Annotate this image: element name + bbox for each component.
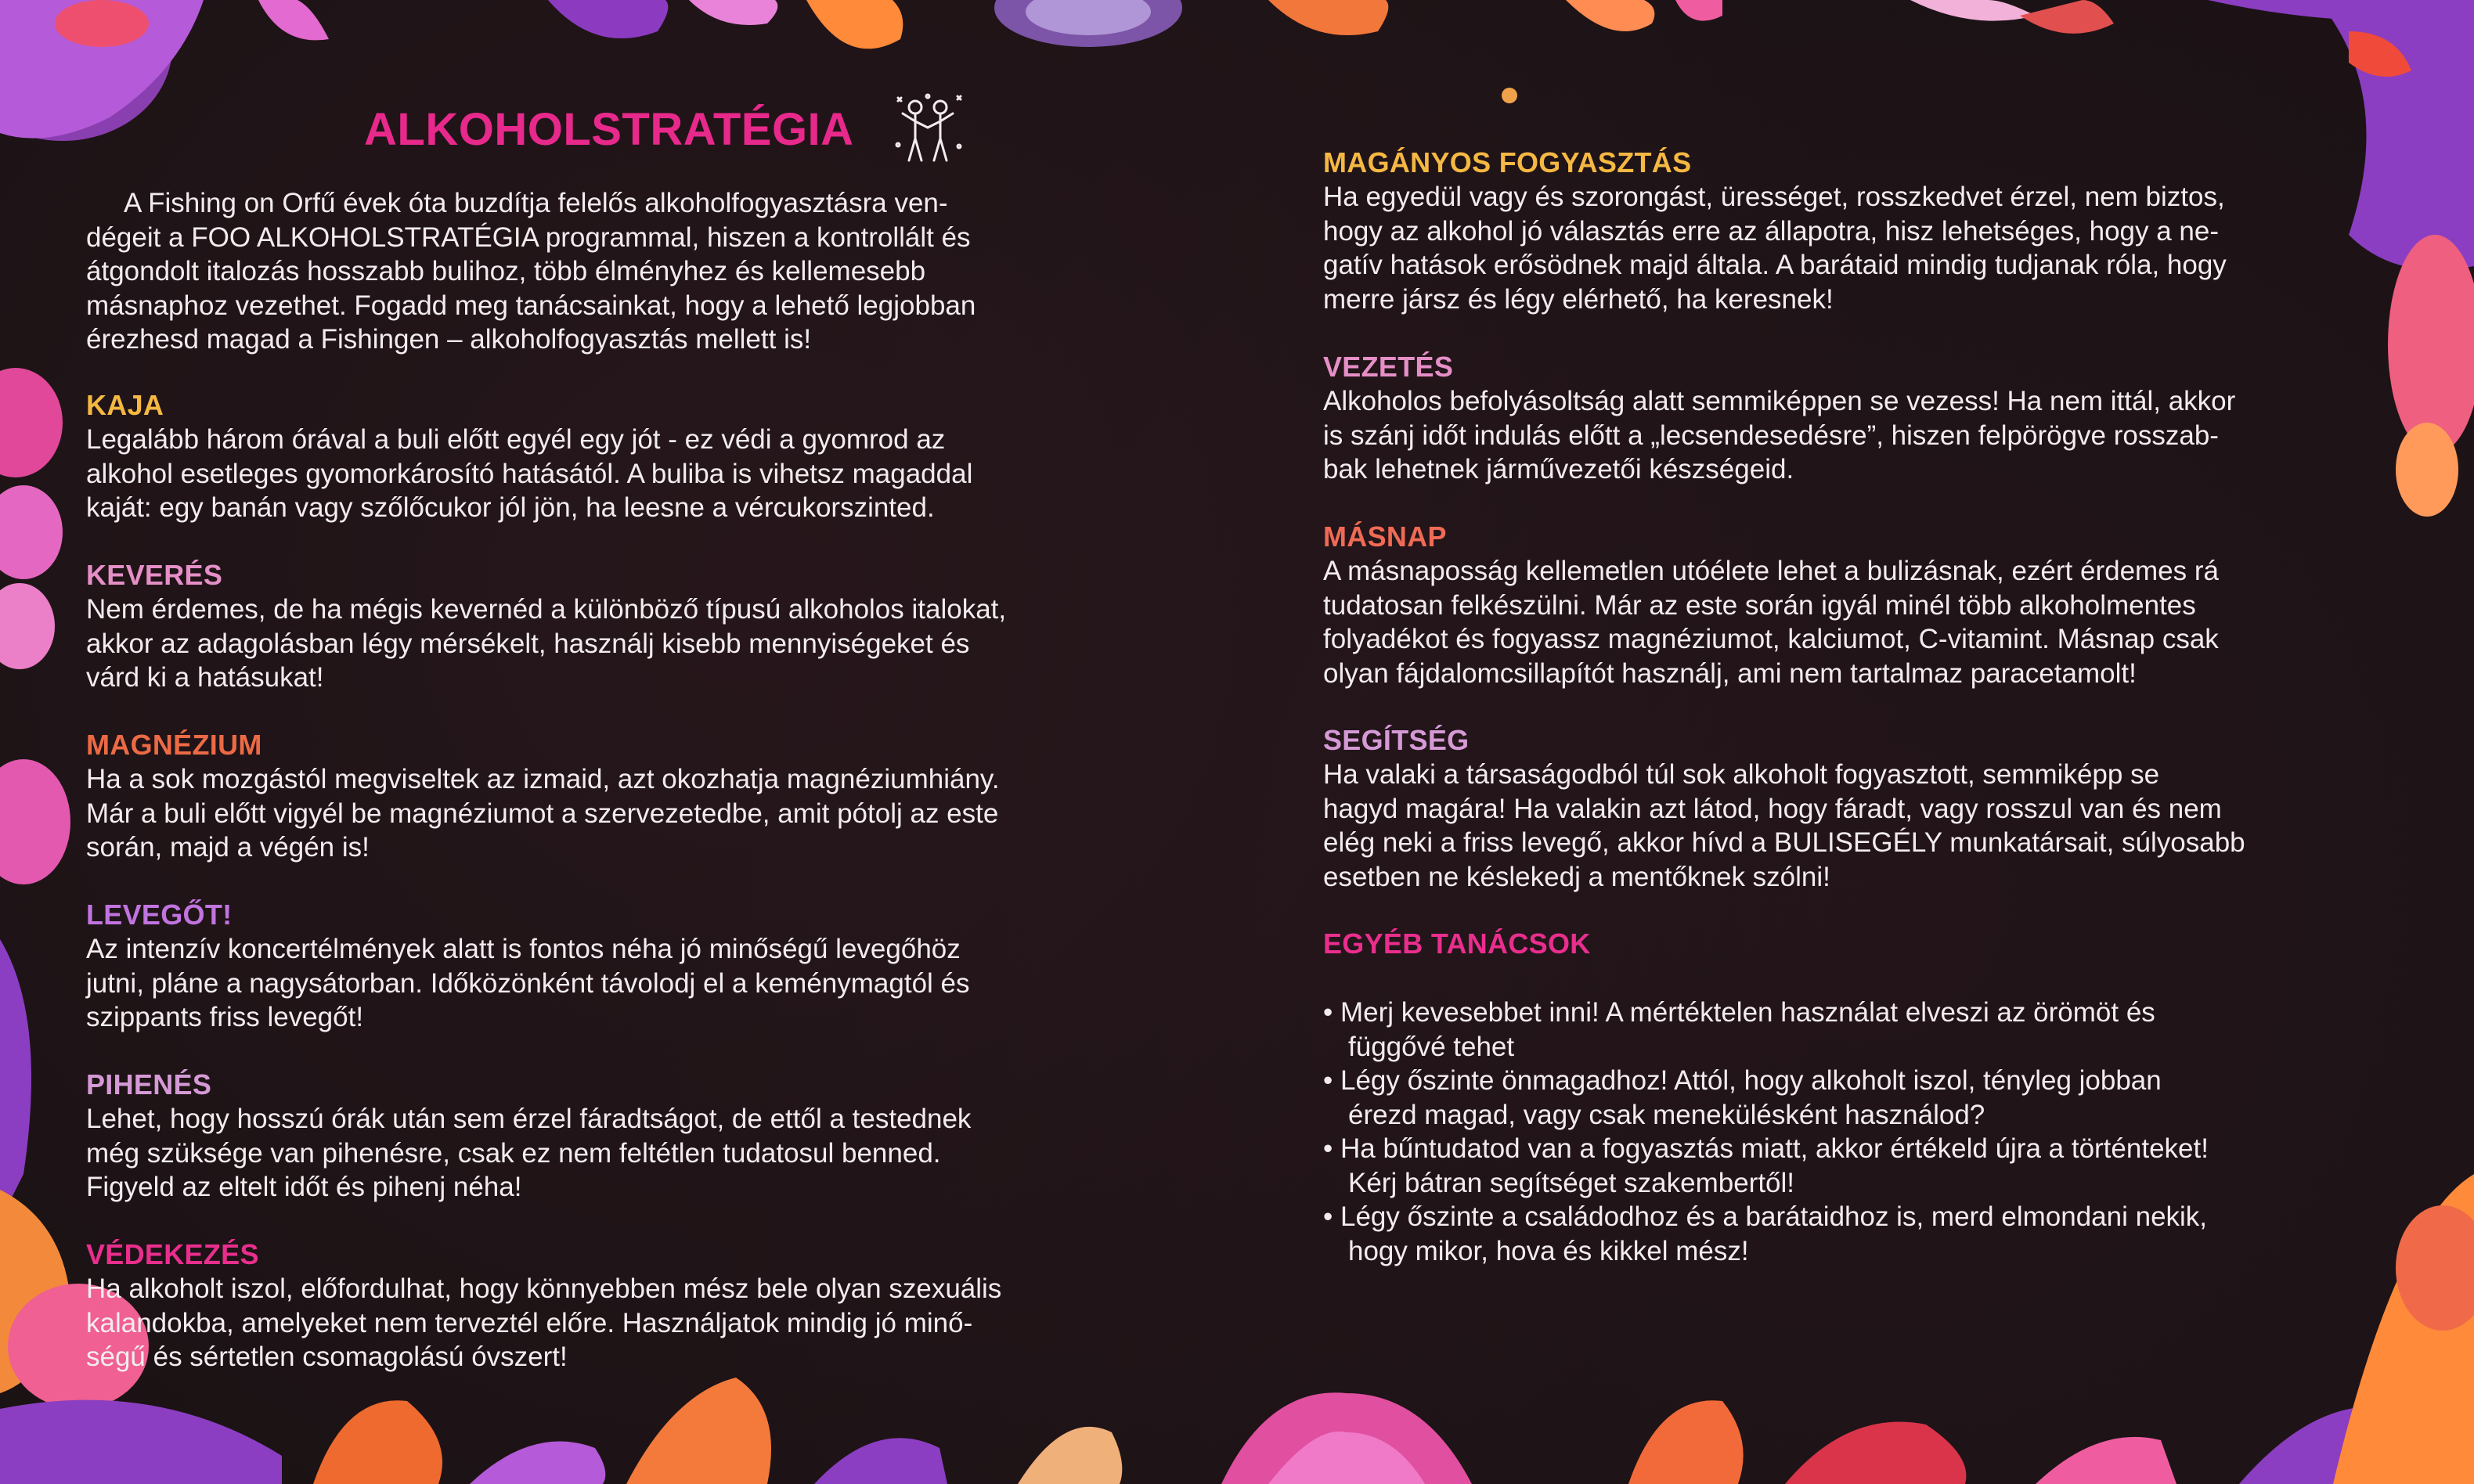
section-line: Legalább három órával a buli előtt egyél egy jót - ez védi a gyomrod az — [86, 424, 946, 455]
section-line: akkor az adagolásban légy mérsékelt, használj kisebb mennyiségeket és — [86, 628, 970, 659]
section-line: Ha alkoholt iszol, előfordulhat, hogy könnyebben mész bele olyan szexuális — [86, 1273, 1002, 1304]
section-heading: MAGNÉZIUM — [86, 729, 262, 761]
section-line: várd ki a hatásukat! — [86, 662, 324, 693]
section-heading: SEGÍTSÉG — [1323, 724, 1470, 756]
section-line: Ha valaki a társaságodból túl sok alkoholt fogyasztott, semmiképp se — [1323, 759, 2160, 790]
section-line: elég neki a friss levegő, akkor hívd a BULISEGÉLY munkatársait, súlyosabb — [1323, 827, 2245, 858]
section-segitseg — [1323, 723, 2388, 894]
list-item: • Légy őszinte önmagadhoz! Attól, hogy alkoholt iszol, tényleg jobban érezd magad, vagy csak menekülésként használod? — [1323, 1064, 2388, 1132]
section-line: hagyd magára! Ha valakin azt látod, hogy fáradt, vagy rosszul van és nem — [1323, 793, 2222, 824]
section-maganyos-fogyasztas — [1323, 146, 2388, 316]
section-kaja — [86, 388, 1159, 525]
section-keveres — [86, 558, 1159, 695]
section-line: hogy az alkohol jó választás erre az állapotra, hisz lehetséges, hogy a ne- — [1323, 215, 2219, 247]
page-title: ALKOHOLSTRATÉGIA — [364, 103, 854, 155]
section-vezetes — [1323, 350, 2388, 487]
intro-line: dégeit a FOO ALKOHOLSTRATÉGIA programmal, hiszen a kontrollált és — [86, 222, 971, 253]
section-line: Ha egyedül vagy és szorongást, ürességet, rosszkedvet érzel, nem biztos, — [1323, 182, 2225, 212]
intro-paragraph — [86, 186, 1159, 357]
tips-list — [1323, 996, 2388, 1268]
section-heading: KAJA — [86, 389, 164, 421]
intro-line: átgondolt italozás hosszabb bulihoz, több élményhez és kellemesebb — [86, 256, 926, 286]
dancing-people-icon — [890, 90, 965, 168]
intro-line: érezhesd magad a Fishingen – alkoholfogyasztás mellett is! — [86, 324, 812, 355]
section-line: Figyeld az eltelt időt és pihenj néha! — [86, 1172, 522, 1202]
list-item: • Merj kevesebbet inni! A mértéktelen használat elveszi az örömöt és függővé tehet — [1323, 996, 2388, 1064]
section-heading: LEVEGŐT! — [86, 899, 233, 931]
section-line: jutni, pláne a nagysátorban. Időközönként távolodj el a keménymagtól és — [86, 967, 970, 999]
section-masnap — [1323, 520, 2388, 690]
section-line: Ha a sok mozgástól megviseltek az izmaid, azt okozhatja magnéziumhiány. — [86, 764, 1000, 794]
section-line: alkohol esetleges gyomorkárosító hatásától. A buliba is vihetsz magaddal — [86, 458, 973, 489]
section-line: kaját: egy banán vagy szőlőcukor jól jön, ha leesne a vércukorszinted. — [86, 492, 935, 523]
intro-line: másnaphoz vezethet. Fogadd meg tanácsainkat, hogy a lehető legjobban — [86, 290, 976, 321]
section-line: tudatosan felkészülni. Már az este során igyál minél több alkoholmentes — [1323, 589, 2196, 621]
section-line: bak lehetnek járművezetői készségeid. — [1323, 454, 1794, 484]
section-pihenes — [86, 1068, 1159, 1205]
section-line: kalandokba, amelyeket nem terveztél előre. Használjatok mindig jó minő- — [86, 1307, 973, 1338]
section-line: során, majd a végén is! — [86, 832, 370, 863]
section-line: folyadékot és fogyassz magnéziumot, kalciumot, C-vitamint. Másnap csak — [1323, 624, 2219, 654]
section-heading: VÉDEKEZÉS — [86, 1238, 259, 1270]
section-line: esetben ne késlekedj a mentőknek szólni! — [1323, 861, 1830, 892]
section-line: szippants friss levegőt! — [86, 1002, 364, 1032]
section-heading: PIHENÉS — [86, 1068, 212, 1100]
section-line: merre jársz és légy elérhető, ha keresnek! — [1323, 283, 1834, 315]
section-line: még szüksége van pihenésre, csak ez nem feltétlen tudatosul benned. — [86, 1137, 941, 1169]
list-item: • Légy őszinte a családodhoz és a barátaidhoz is, merd elmondani nekik, hogy mikor, hova és kikkel mész! — [1323, 1200, 2388, 1268]
section-line: is szánj időt indulás előtt a „lecsendesedésre”, hiszen felpörögve rosszab- — [1323, 420, 2219, 451]
section-heading: VEZETÉS — [1323, 351, 1454, 383]
list-item: • Ha bűntudatod van a fogyasztás miatt, akkor értékeld újra a történteket! Kérj bátran segítséget szakembertől! — [1323, 1132, 2388, 1200]
section-line: Az intenzív koncertélmények alatt is fontos néha jó minőségű levegőhöz — [86, 934, 961, 964]
section-line: A másnaposság kellemetlen utóélete lehet a bulizásnak, ezért érdemes rá — [1323, 556, 2219, 586]
section-line: gatív hatások erősödnek majd általa. A barátaid mindig tudjanak róla, hogy — [1323, 250, 2227, 280]
section-magnezium — [86, 728, 1159, 865]
section-heading: KEVERÉS — [86, 559, 223, 591]
section-line: Nem érdemes, de ha mégis kevernéd a különböző típusú alkoholos italokat, — [86, 594, 1007, 625]
section-line: ségű és sértetlen csomagolású óvszert! — [86, 1342, 568, 1372]
section-levegot — [86, 898, 1159, 1035]
section-line: olyan fájdalomcsillapítót használj, ami nem tartalmaz paracetamolt! — [1323, 657, 2137, 689]
section-line: Lehet, hogy hosszú órák után sem érzel fáradtságot, de ettől a testednek — [86, 1104, 972, 1134]
title-row — [364, 86, 965, 172]
section-egyeb-tanacsok — [1323, 927, 2388, 1268]
section-heading: MAGÁNYOS FOGYASZTÁS — [1323, 146, 1692, 178]
section-heading: MÁSNAP — [1323, 520, 1447, 553]
section-heading: EGYÉB TANÁCSOK — [1323, 928, 1591, 960]
section-vedekezes — [86, 1237, 1159, 1374]
section-line: Alkoholos befolyásoltság alatt semmiképpen se vezess! Ha nem ittál, akkor — [1323, 386, 2236, 416]
section-line: Már a buli előtt vigyél be magnéziumot a szervezetedbe, amit pótolj az este — [86, 798, 999, 829]
intro-line: A Fishing on Orfű évek óta buzdítja felelős alkoholfogyasztásra ven- — [124, 188, 948, 218]
